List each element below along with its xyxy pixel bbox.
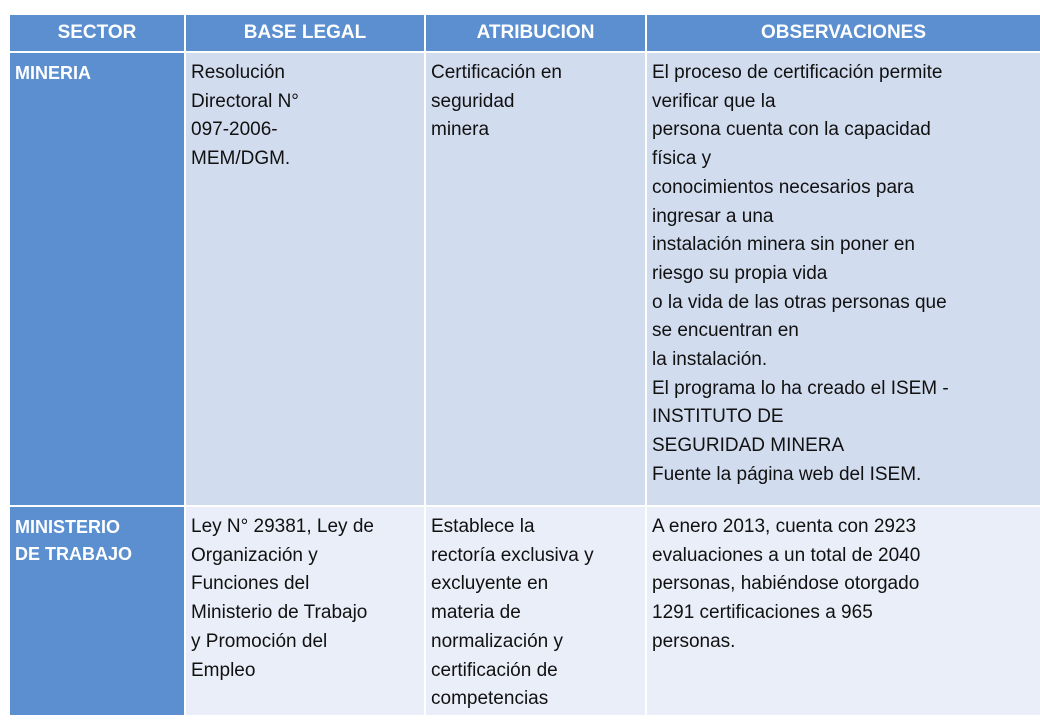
observaciones-line: instalación minera sin poner en bbox=[652, 234, 915, 256]
atribucion-line: certificación de bbox=[431, 659, 558, 681]
observaciones-line: Fuente la página web del ISEM. bbox=[652, 463, 922, 485]
header-atribucion: ATRIBUCION bbox=[425, 14, 646, 52]
atribucion-line: normalización y bbox=[431, 630, 563, 652]
atribucion-line: materia de bbox=[431, 602, 521, 624]
atribucion-line: seguridad bbox=[431, 90, 515, 112]
observaciones-line: El programa lo ha creado el ISEM - bbox=[652, 377, 949, 399]
sector-text: DE TRABAJO bbox=[15, 544, 133, 564]
observaciones-line: física y bbox=[652, 148, 712, 170]
base-legal-line: Ministerio de Trabajo bbox=[191, 602, 368, 624]
sector-cell bbox=[9, 52, 185, 506]
observaciones-line: 1291 certificaciones a 965 bbox=[652, 602, 873, 624]
observaciones-line: A enero 2013, cuenta con 2923 bbox=[652, 516, 917, 537]
observaciones-line: persona cuenta con la capacidad bbox=[652, 119, 931, 141]
base-legal-cell bbox=[185, 52, 425, 506]
atribucion-cell bbox=[425, 506, 646, 716]
observaciones-line: verificar que la bbox=[652, 90, 776, 112]
observaciones-line: riesgo su propia vida bbox=[652, 262, 828, 284]
base-legal-line: Ley N° 29381, Ley de bbox=[191, 516, 374, 537]
header-row bbox=[9, 14, 1040, 52]
observaciones-line: ingresar a una bbox=[652, 205, 774, 227]
base-legal-line: y Promoción del bbox=[191, 630, 328, 652]
observaciones-line: personas, habiéndose otorgado bbox=[652, 573, 920, 595]
observaciones-line: evaluaciones a un total de 2040 bbox=[652, 544, 921, 566]
table-row bbox=[9, 506, 1040, 716]
header-base-legal: BASE LEGAL bbox=[185, 14, 425, 52]
base-legal-line: Organización y bbox=[191, 544, 318, 566]
atribucion-cell bbox=[425, 52, 646, 506]
sector-text: MINERIA bbox=[15, 63, 91, 83]
observaciones-line: o la vida de las otras personas que bbox=[652, 291, 947, 313]
atribucion-line: Establece la bbox=[431, 516, 535, 537]
observaciones-cell bbox=[646, 52, 1040, 506]
base-legal-line: Funciones del bbox=[191, 573, 310, 595]
base-legal-line: Empleo bbox=[191, 659, 256, 681]
base-legal-line: MEM/DGM. bbox=[191, 148, 291, 170]
sector-cell bbox=[9, 506, 185, 716]
observaciones-line: INSTITUTO DE bbox=[652, 406, 784, 428]
observaciones-line: SEGURIDAD MINERA bbox=[652, 435, 845, 457]
atribucion-line: minera bbox=[431, 119, 490, 141]
observaciones-line: conocimientos necesarios para bbox=[652, 176, 914, 198]
atribucion-line: rectoría exclusiva y bbox=[431, 544, 594, 566]
base-legal-line: 097-2006- bbox=[191, 119, 278, 141]
data-table bbox=[8, 13, 1040, 717]
atribucion-line: excluyente en bbox=[431, 573, 549, 595]
table-row bbox=[9, 52, 1040, 506]
base-legal-cell bbox=[185, 506, 425, 716]
sector-text: MINISTERIO bbox=[15, 517, 121, 537]
observaciones-line: se encuentran en bbox=[652, 320, 799, 342]
header-observaciones: OBSERVACIONES bbox=[646, 14, 1040, 52]
atribucion-line: competencias bbox=[431, 688, 549, 710]
header-sector: SECTOR bbox=[9, 14, 185, 52]
observaciones-line: El proceso de certificación permite bbox=[652, 62, 943, 83]
observaciones-line: la instalación. bbox=[652, 349, 768, 371]
atribucion-line: Certificación en bbox=[431, 62, 562, 83]
base-legal-line: Resolución bbox=[191, 62, 285, 83]
observaciones-cell bbox=[646, 506, 1040, 716]
base-legal-line: Directoral N° bbox=[191, 90, 299, 112]
observaciones-line: personas. bbox=[652, 630, 736, 652]
